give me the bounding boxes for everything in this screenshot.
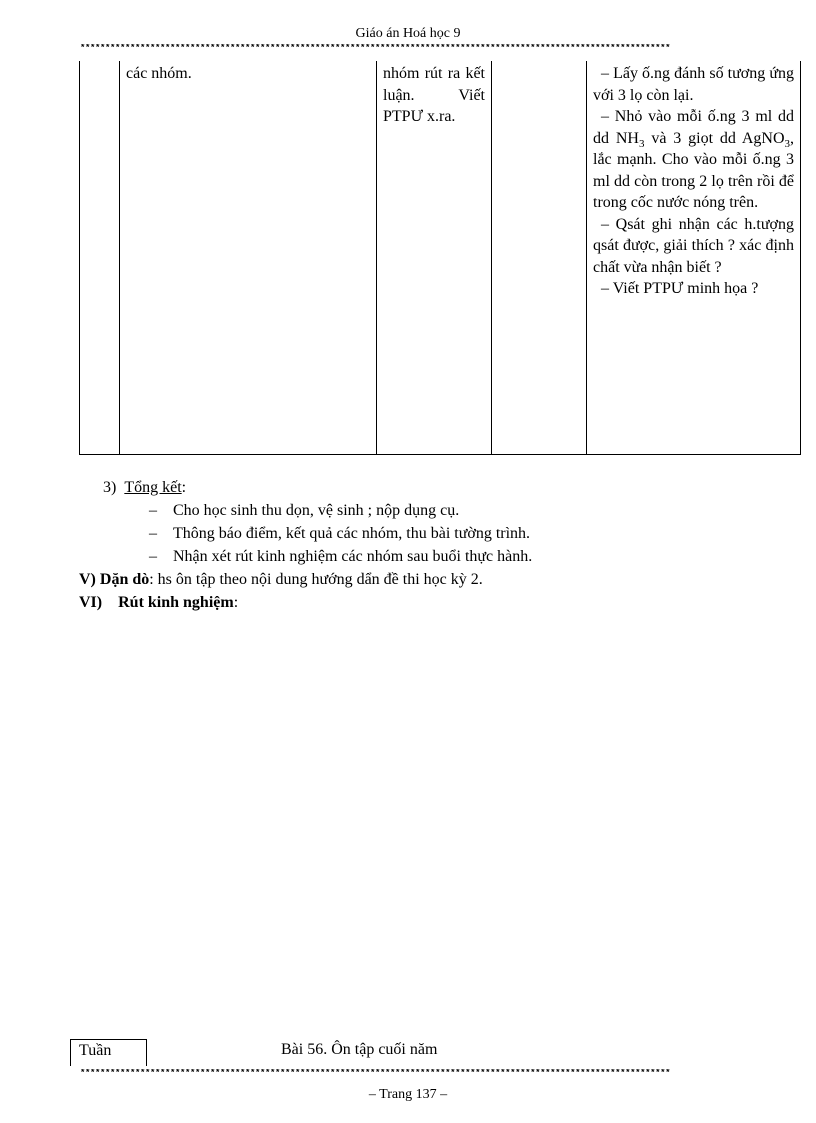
table-cell-procedure: [587, 61, 801, 455]
lesson-activity-table: [79, 61, 801, 455]
table-cell-student-activity: nhóm rút ra kết luận. Viết PTPƯ x.ra.: [377, 61, 492, 455]
section-5-homework: V) Dặn dò: hs ôn tập theo nội dung hướng dẩn đề thi học kỳ 2.: [79, 571, 483, 588]
procedure-step-add-reagents: – Nhỏ vào mỗi ố.ng 3 ml dd dd $NH_3$ và 3 giọt dd AgNO$_3$, lắc mạnh. Cho vào mỗi ố.ng 3 ml dd còn trong 2 lọ trên rồi để trong cốc nước nóng trên.: [593, 108, 794, 211]
next-lesson-title: Bài 56. Ôn tập cuối năm: [281, 1041, 438, 1058]
list-item: – Nhận xét rút kinh nghiệm các nhóm sau buổi thực hành.: [149, 548, 533, 565]
table-cell-index: [80, 61, 120, 455]
procedure-step-write-equation: – Viết PTPƯ minh họa ?: [601, 280, 759, 297]
list-item: – Thông báo điểm, kết quả các nhóm, thu bài tường trình.: [149, 525, 531, 542]
header-star-divider: **********************************************************************************************************************: [80, 44, 671, 53]
table-cell-teacher-activity: các nhóm.: [120, 61, 377, 455]
footer-star-divider: **********************************************************************************************************************: [80, 1069, 671, 1078]
table-cell-empty: [492, 61, 587, 455]
table-row: [80, 61, 801, 455]
week-label-box: Tuần: [70, 1039, 147, 1066]
page-number: – Trang 137 –: [368, 1087, 448, 1102]
lesson-summary: [79, 476, 779, 614]
list-item: – Cho học sinh thu dọn, vệ sinh ; nộp dụng cụ.: [149, 502, 460, 519]
section-6-reflection: VI) Rút kinh nghiệm:: [79, 594, 239, 611]
procedure-step-observe: – Qsát ghi nhận các h.tượng qsát được, giải thích ? xác định chất vừa nhận biết ?: [593, 215, 794, 276]
procedure-step-label-tubes: – Lấy ố.ng đánh số tương ứng với 3 lọ còn lại.: [593, 65, 794, 104]
section-3-heading: 3) Tổng kết:: [103, 479, 187, 496]
page-header-title: Giáo án Hoá học 9: [355, 26, 461, 41]
